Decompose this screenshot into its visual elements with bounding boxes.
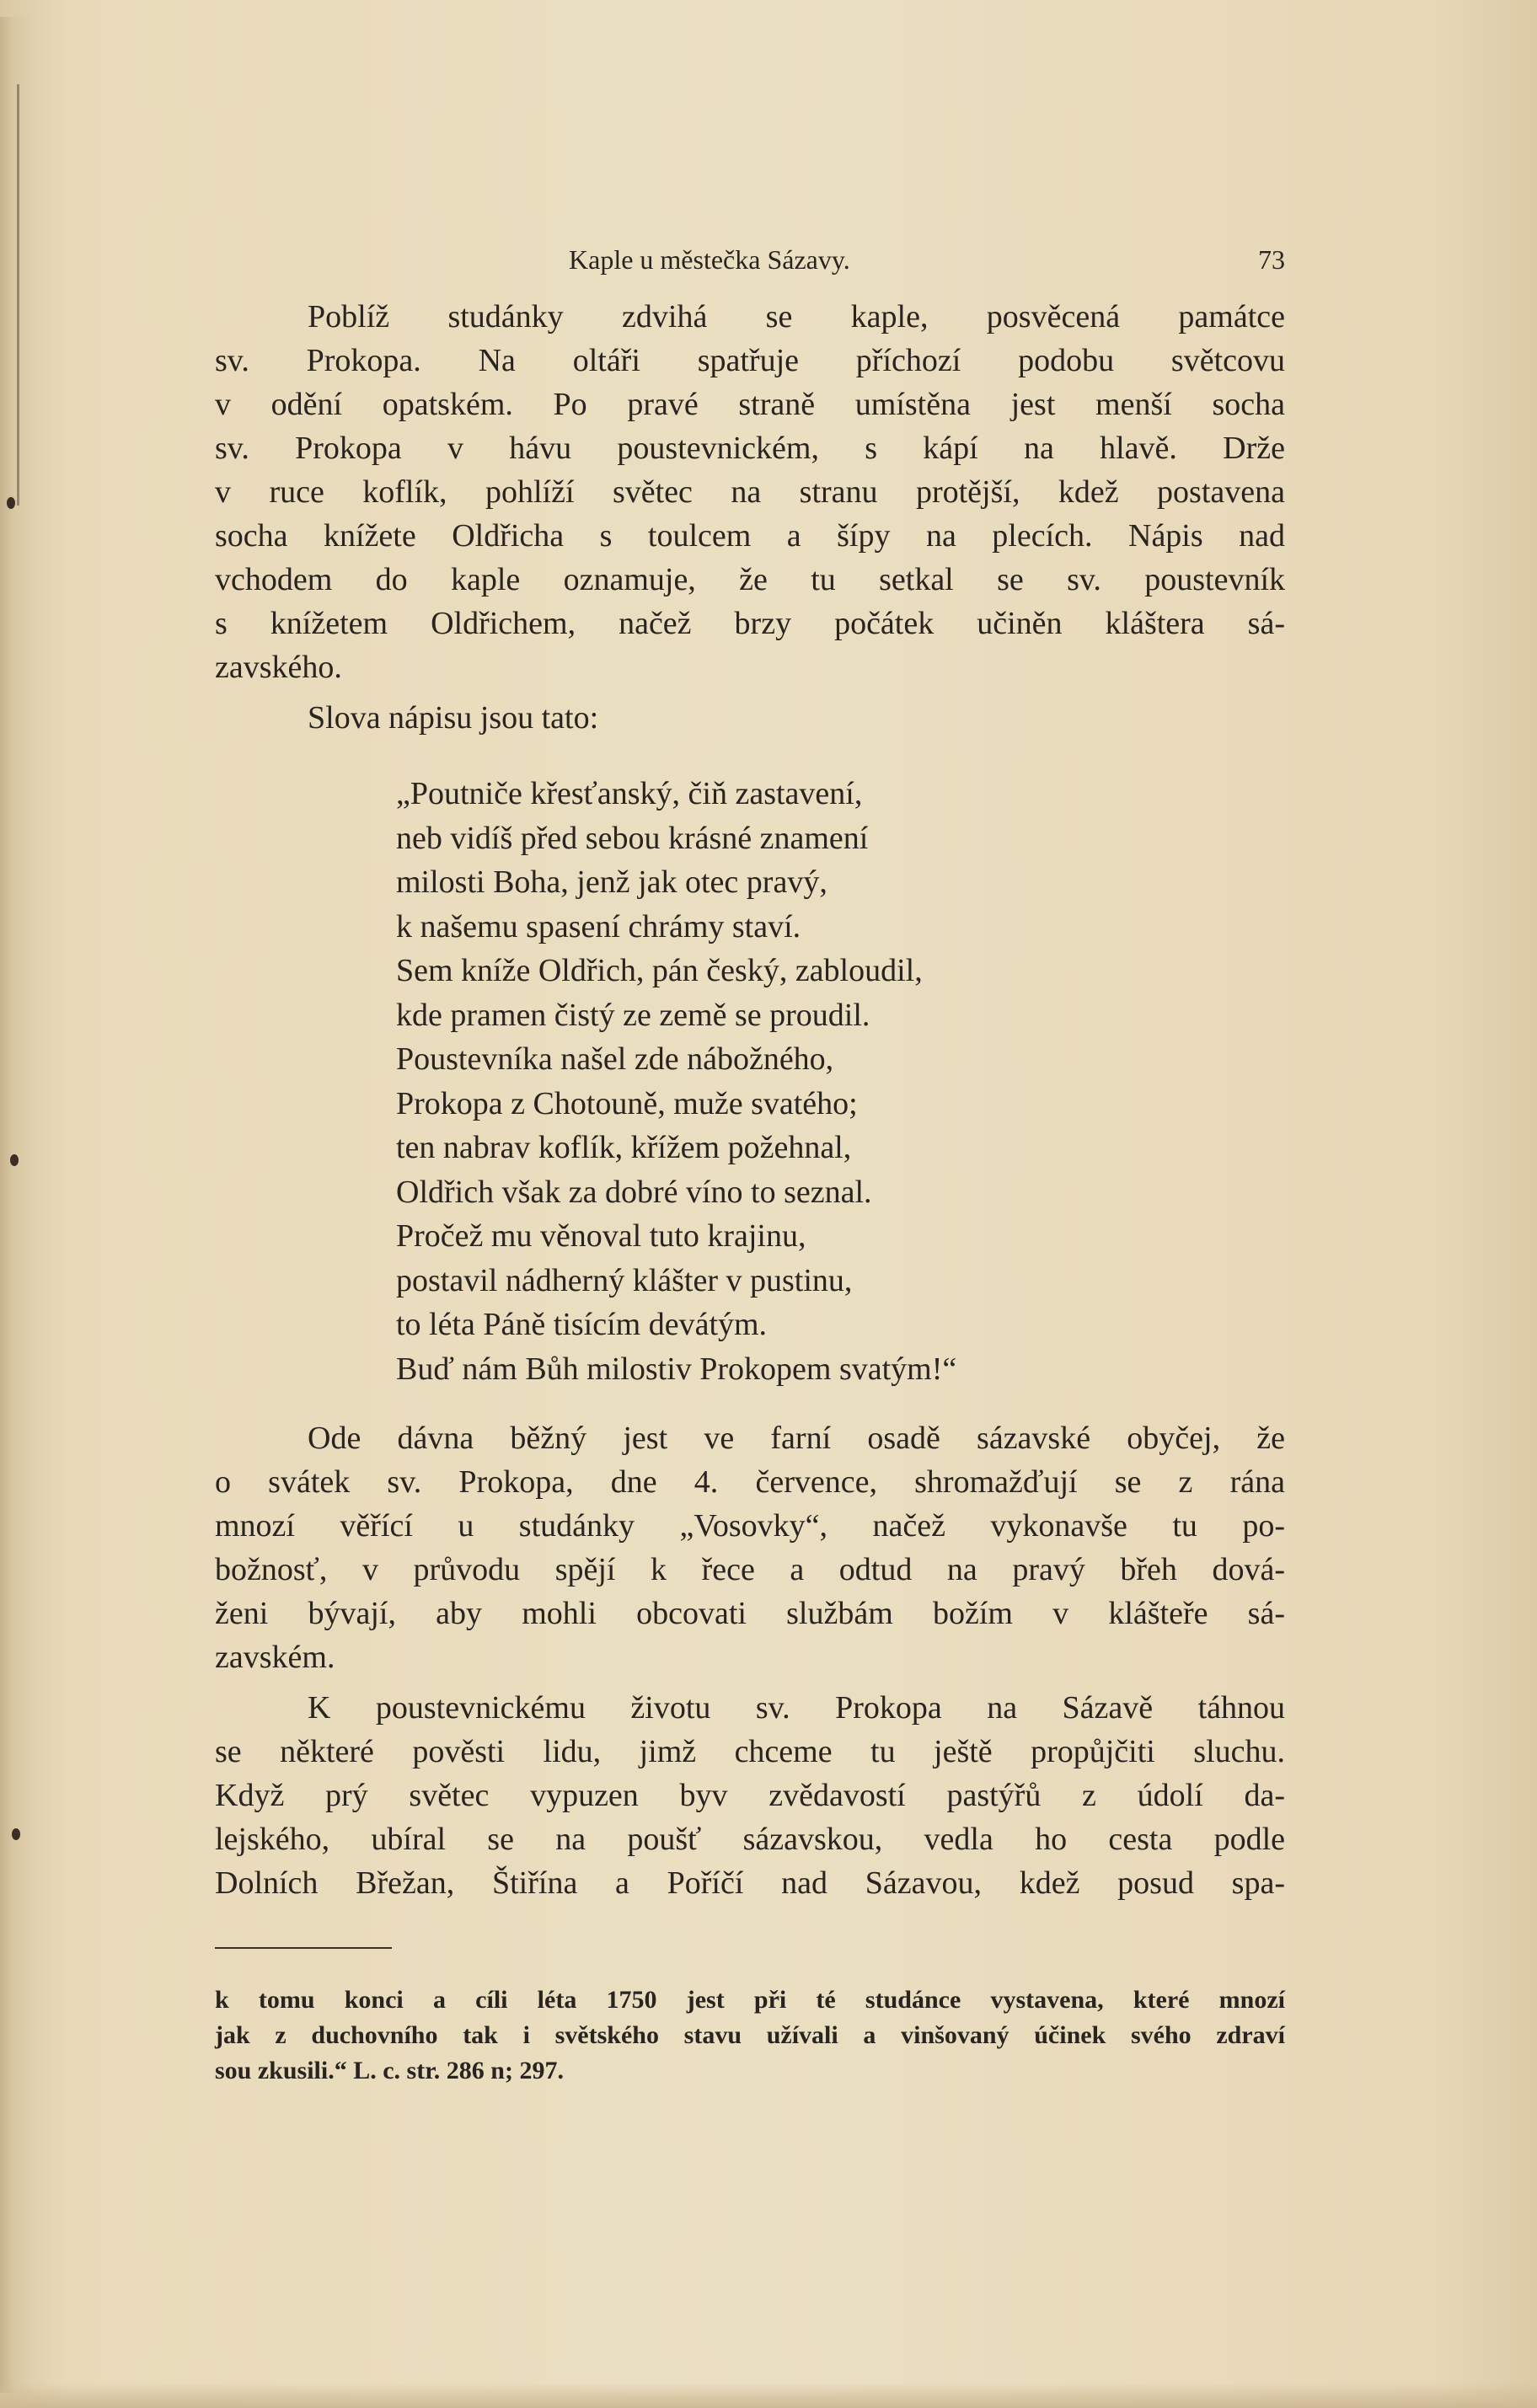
paragraph-1-line: socha knížete Oldřicha s toulcem a šípy na plecích. Nápis nad bbox=[215, 518, 1285, 554]
paragraph-4-line: K poustevnickému životu sv. Prokopa na Sázavě táhnou bbox=[308, 1690, 1285, 1726]
paragraph-3-line: ženi bývají, aby mohli obcovati službám božím v klášteře sá- bbox=[215, 1596, 1285, 1631]
paragraph-1-line: v odění opatském. Po pravé straně umístěna jest menší socha bbox=[215, 387, 1285, 422]
poem-verse: neb vidíš před sebou krásné znamení bbox=[396, 820, 869, 856]
page-bottom-shadow bbox=[0, 2383, 1537, 2408]
poem-verse: „Poutniče křesťanský, čiň zastavení, bbox=[396, 776, 863, 811]
paragraph-3-line: o svátek sv. Prokopa, dne 4. července, shromažďují se z rána bbox=[215, 1464, 1285, 1500]
binding-mark-2 bbox=[10, 1154, 19, 1166]
poem-verse: Sem kníže Oldřich, pán český, zabloudil, bbox=[396, 953, 923, 988]
paragraph-1-line: zavského. bbox=[215, 650, 342, 685]
footnote-rule bbox=[215, 1947, 392, 1949]
running-header bbox=[215, 236, 1285, 286]
paragraph-1-line: v ruce koflík, pohlíží světec na stranu protější, kdež postavena bbox=[215, 474, 1285, 510]
paragraph-3-line: zavském. bbox=[215, 1640, 335, 1675]
poem-verse: k našemu spasení chrámy staví. bbox=[396, 908, 801, 944]
paragraph-4-line: Když prý světec vypuzen byv zvědavostí pastýřů z údolí da- bbox=[215, 1778, 1285, 1813]
poem-verse: milosti Boha, jenž jak otec pravý, bbox=[396, 864, 827, 900]
paragraph-3-line: Ode dávna běžný jest ve farní osadě sázavské obyčej, že bbox=[308, 1421, 1285, 1456]
inscription-poem bbox=[215, 772, 1285, 1391]
page-content bbox=[215, 236, 1285, 2089]
binding-mark-3 bbox=[12, 1828, 20, 1840]
paragraph-4 bbox=[215, 1686, 1285, 1905]
footnote-line: jak z duchovního tak i světského stavu užívali a vinšovaný účinek svého zdraví bbox=[215, 2021, 1285, 2049]
paragraph-3-line: mnozí věřící u studánky „Vosovky“, načež vykonavše tu po- bbox=[215, 1508, 1285, 1544]
paragraph-1-line: s knížetem Oldřichem, načež brzy počátek učiněn kláštera sá- bbox=[215, 606, 1285, 641]
poem-verse: ten nabrav koflík, křížem požehnal, bbox=[396, 1130, 852, 1165]
paragraph-4-line: se některé pověsti lidu, jimž chceme tu ještě propůjčiti sluchu. bbox=[215, 1734, 1285, 1769]
poem-verse: Buď nám Bůh milostiv Prokopem svatým!“ bbox=[396, 1351, 957, 1387]
paragraph-4-line: Dolních Břežan, Štiřína a Poříčí nad Sázavou, kdež posud spa- bbox=[215, 1865, 1285, 1901]
paragraph-1-line: vchodem do kaple oznamuje, že tu setkal se sv. poustevník bbox=[215, 562, 1285, 597]
footnote bbox=[215, 1983, 1285, 2089]
paragraph-2: Slova nápisu jsou tato: bbox=[308, 700, 599, 736]
header-title: Kaple u městečka Sázavy. bbox=[569, 244, 850, 275]
poem-verse: Pročež mu věnoval tuto krajinu, bbox=[396, 1218, 806, 1254]
paragraph-3-line: božnosť, v průvodu spějí k řece a odtud na pravý břeh dová- bbox=[215, 1552, 1285, 1587]
paragraph-3 bbox=[215, 1416, 1285, 1679]
paragraph-1 bbox=[215, 295, 1285, 689]
paragraph-1-line: sv. Prokopa v hávu poustevnickém, s kápí na hlavě. Drže bbox=[215, 431, 1285, 466]
binding-mark-1 bbox=[7, 497, 15, 509]
binding-line bbox=[17, 84, 19, 506]
paragraph-1-line: Poblíž studánky zdvihá se kaple, posvěcená památce bbox=[308, 299, 1285, 334]
poem-verse: Oldřich však za dobré víno to seznal. bbox=[396, 1174, 872, 1210]
page-number: 73 bbox=[1258, 244, 1285, 275]
poem-verse: Poustevníka našel zde nábožného, bbox=[396, 1041, 834, 1077]
paragraph-1-line: sv. Prokopa. Na oltáři spatřuje příchozí podobu světcovu bbox=[215, 343, 1285, 378]
poem-verse: postavil nádherný klášter v pustinu, bbox=[396, 1262, 853, 1298]
poem-verse: Prokopa z Chotouně, muže svatého; bbox=[396, 1085, 858, 1121]
footnote-line: k tomu konci a cíli léta 1750 jest při té studánce vystavena, které mnozí bbox=[215, 1986, 1285, 2014]
poem-verse: kde pramen čistý ze země se proudil. bbox=[396, 997, 870, 1033]
paragraph-4-line: lejského, ubíral se na poušť sázavskou, vedla ho cesta podle bbox=[215, 1822, 1285, 1857]
footnote-line: sou zkusili.“ L. c. str. 286 n; 297. bbox=[215, 2057, 564, 2084]
poem-verse: to léta Páně tisícím devátým. bbox=[396, 1307, 768, 1342]
